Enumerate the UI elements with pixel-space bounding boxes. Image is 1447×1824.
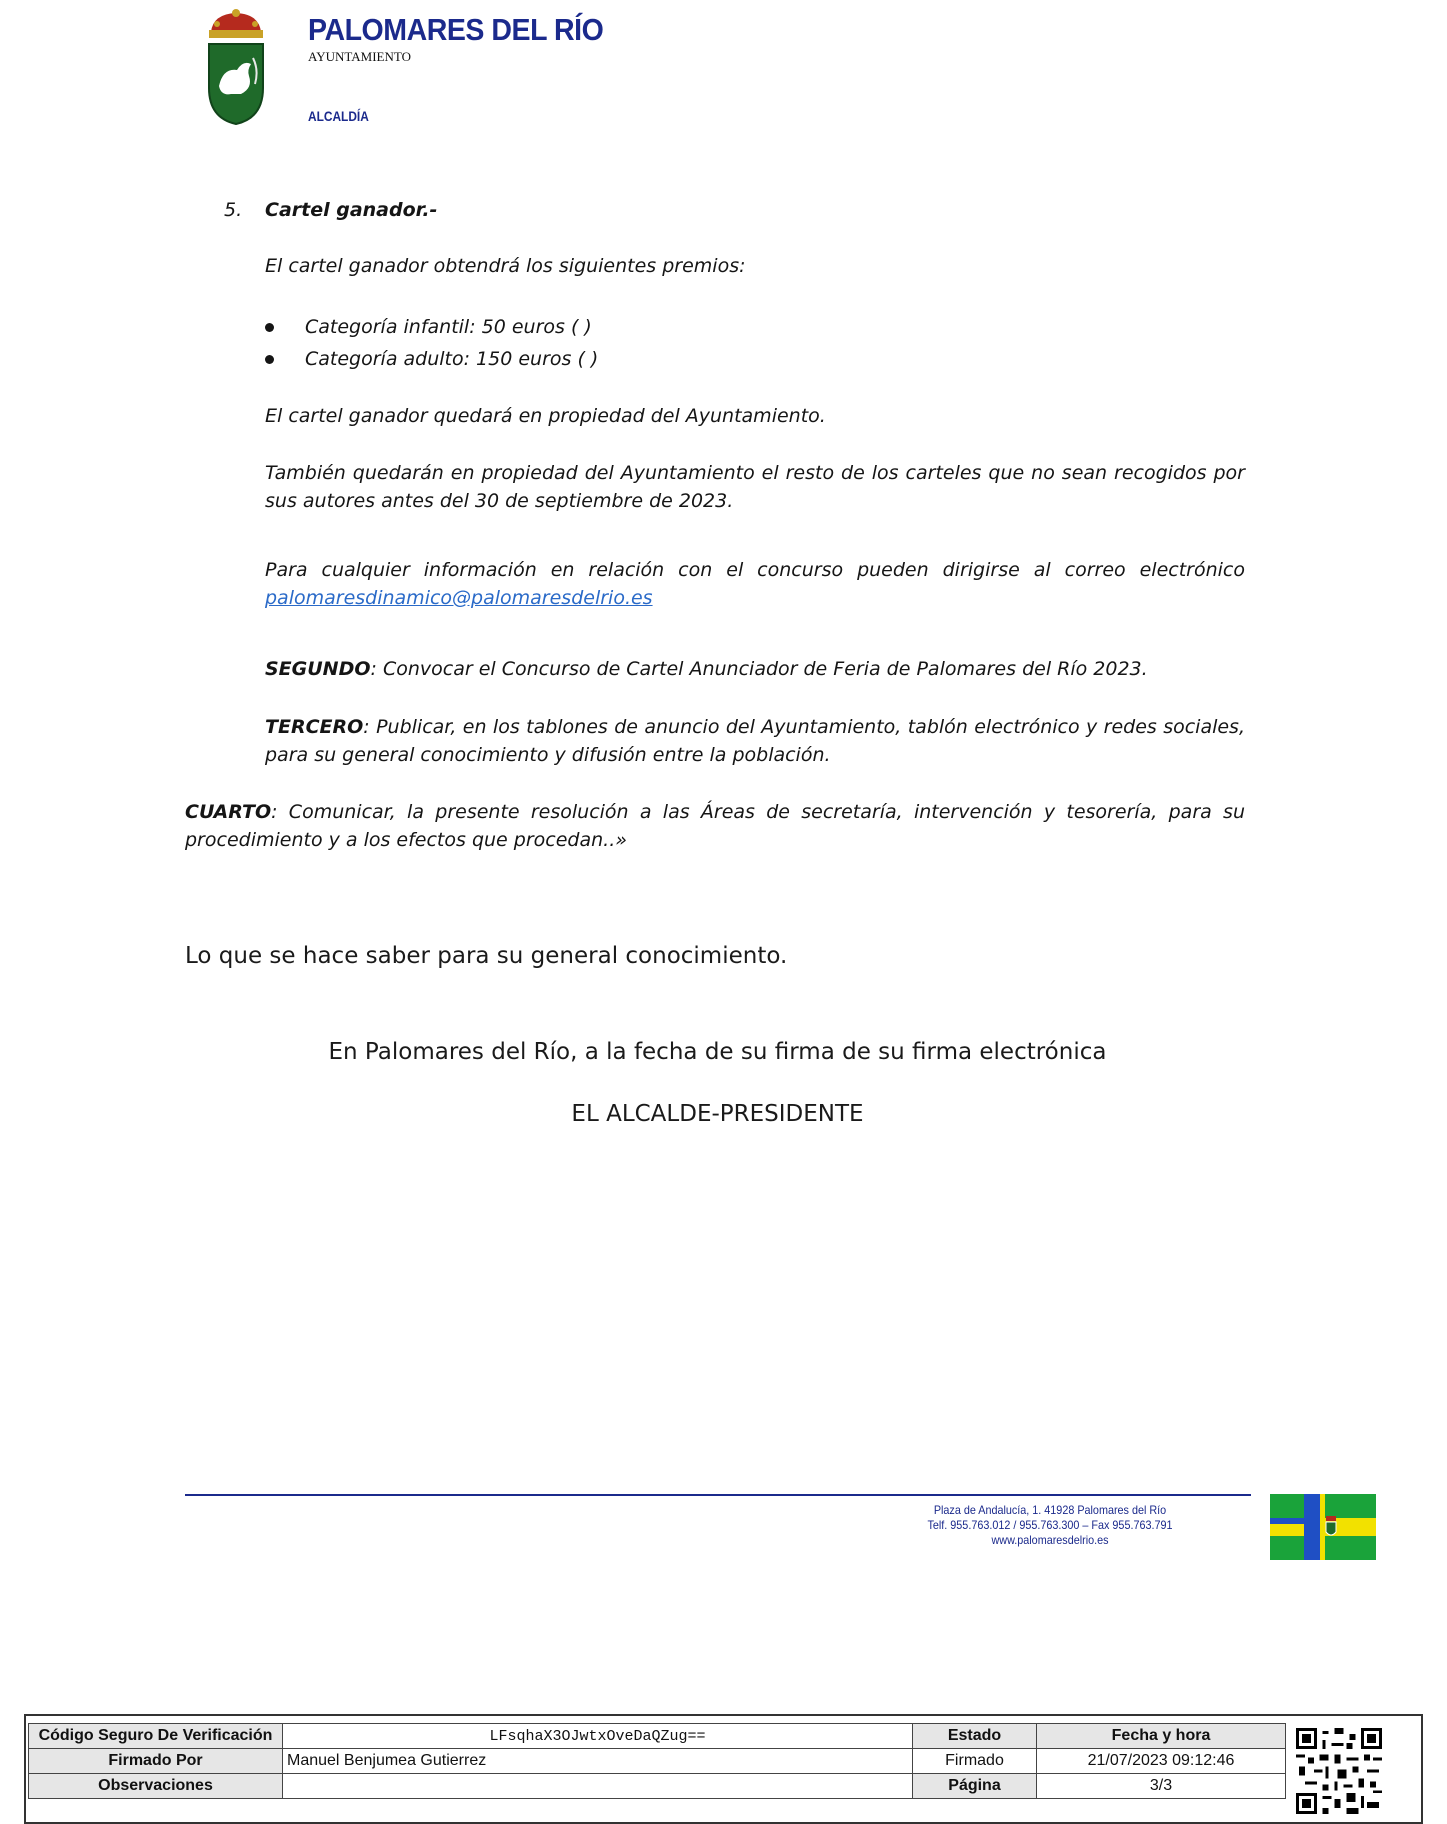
state-value: Firmado	[913, 1749, 1037, 1774]
resolution-segundo	[265, 655, 1245, 683]
datetime-value: 21/07/2023 09:12:46	[1037, 1749, 1286, 1774]
bullet-icon	[265, 355, 274, 364]
municipal-crest-icon	[203, 8, 269, 126]
page-value: 3/3	[1037, 1774, 1286, 1799]
contact-paragraph	[265, 556, 1245, 612]
signature-place: En Palomares del Río, a la fecha de su firma de su firma electrónica	[328, 1039, 1107, 1065]
contact-text: Para cualquier información en relación con el concurso pueden dirigirse al correo electrónico	[265, 559, 1245, 581]
observations-value	[283, 1774, 913, 1799]
code-label: Código Seguro De Verificación	[29, 1724, 283, 1749]
closing-notice: Lo que se hace saber para su general conocimiento.	[185, 943, 788, 969]
resolution-tercero	[265, 713, 1245, 769]
page-label: Página	[913, 1774, 1037, 1799]
verification-table	[28, 1723, 1286, 1799]
section-title: Cartel ganador.-	[265, 199, 438, 221]
bullet-icon	[265, 323, 274, 332]
section-number: 5.	[224, 199, 243, 221]
datetime-label: Fecha y hora	[1037, 1724, 1286, 1749]
prizes-intro: El cartel ganador obtendrá los siguientes premios:	[265, 255, 746, 277]
resolution-cuarto	[185, 798, 1245, 854]
footer-divider	[185, 1494, 1251, 1496]
observations-label: Observaciones	[29, 1774, 283, 1799]
footer-phones: Telf. 955.763.012 / 955.763.300 – Fax 955.763.791	[927, 1518, 1173, 1532]
qr-code-icon	[1296, 1728, 1382, 1814]
cuarto-label: CUARTO	[185, 801, 272, 823]
code-value: LFsqhaX3OJwtxOveDaQZug==	[283, 1724, 913, 1749]
department-label: ALCALDÍA	[308, 108, 369, 124]
unclaimed-paragraph: También quedarán en propiedad del Ayuntamiento el resto de los carteles que no sean recogidos por sus autores antes del 30 de septiembre de 2023.	[265, 462, 1245, 512]
signer-title: EL ALCALDE-PRESIDENTE	[571, 1101, 864, 1127]
state-label: Estado	[913, 1724, 1037, 1749]
segundo-text: : Convocar el Concurso de Cartel Anunciador de Feria de Palomares del Río 2023.	[370, 658, 1148, 680]
cuarto-text: : Comunicar, la presente resolución a las Áreas de secretaría, intervención y tesorería, para su procedimiento y a los efectos que procedan..»	[185, 801, 1245, 851]
ownership-paragraph: El cartel ganador quedará en propiedad del Ayuntamiento.	[265, 405, 826, 427]
segundo-label: SEGUNDO	[265, 658, 371, 680]
contact-email-link[interactable]: palomaresdinamico@palomaresdelrio.es	[265, 587, 653, 609]
municipality-subtitle: AYUNTAMIENTO	[308, 49, 411, 64]
signed-by-value: Manuel Benjumea Gutierrez	[283, 1749, 913, 1774]
signed-by-label: Firmado Por	[29, 1749, 283, 1774]
footer-address: Plaza de Andalucía, 1. 41928 Palomares del Río	[933, 1503, 1167, 1517]
table-row	[29, 1774, 1286, 1799]
municipal-flag-icon	[1270, 1494, 1376, 1560]
footer-website[interactable]: www.palomaresdelrio.es	[991, 1533, 1109, 1547]
table-row	[29, 1724, 1286, 1749]
prize-child: Categoría infantil: 50 euros ( )	[305, 316, 592, 338]
tercero-text: : Publicar, en los tablones de anuncio del Ayuntamiento, tablón electrónico y redes sociales, para su general conocimiento y difusión entre la población.	[265, 716, 1245, 766]
table-row	[29, 1749, 1286, 1774]
prize-adult: Categoría adulto: 150 euros ( )	[305, 348, 599, 370]
tercero-label: TERCERO	[265, 716, 364, 738]
municipality-title: PALOMARES DEL RÍO	[308, 12, 604, 47]
